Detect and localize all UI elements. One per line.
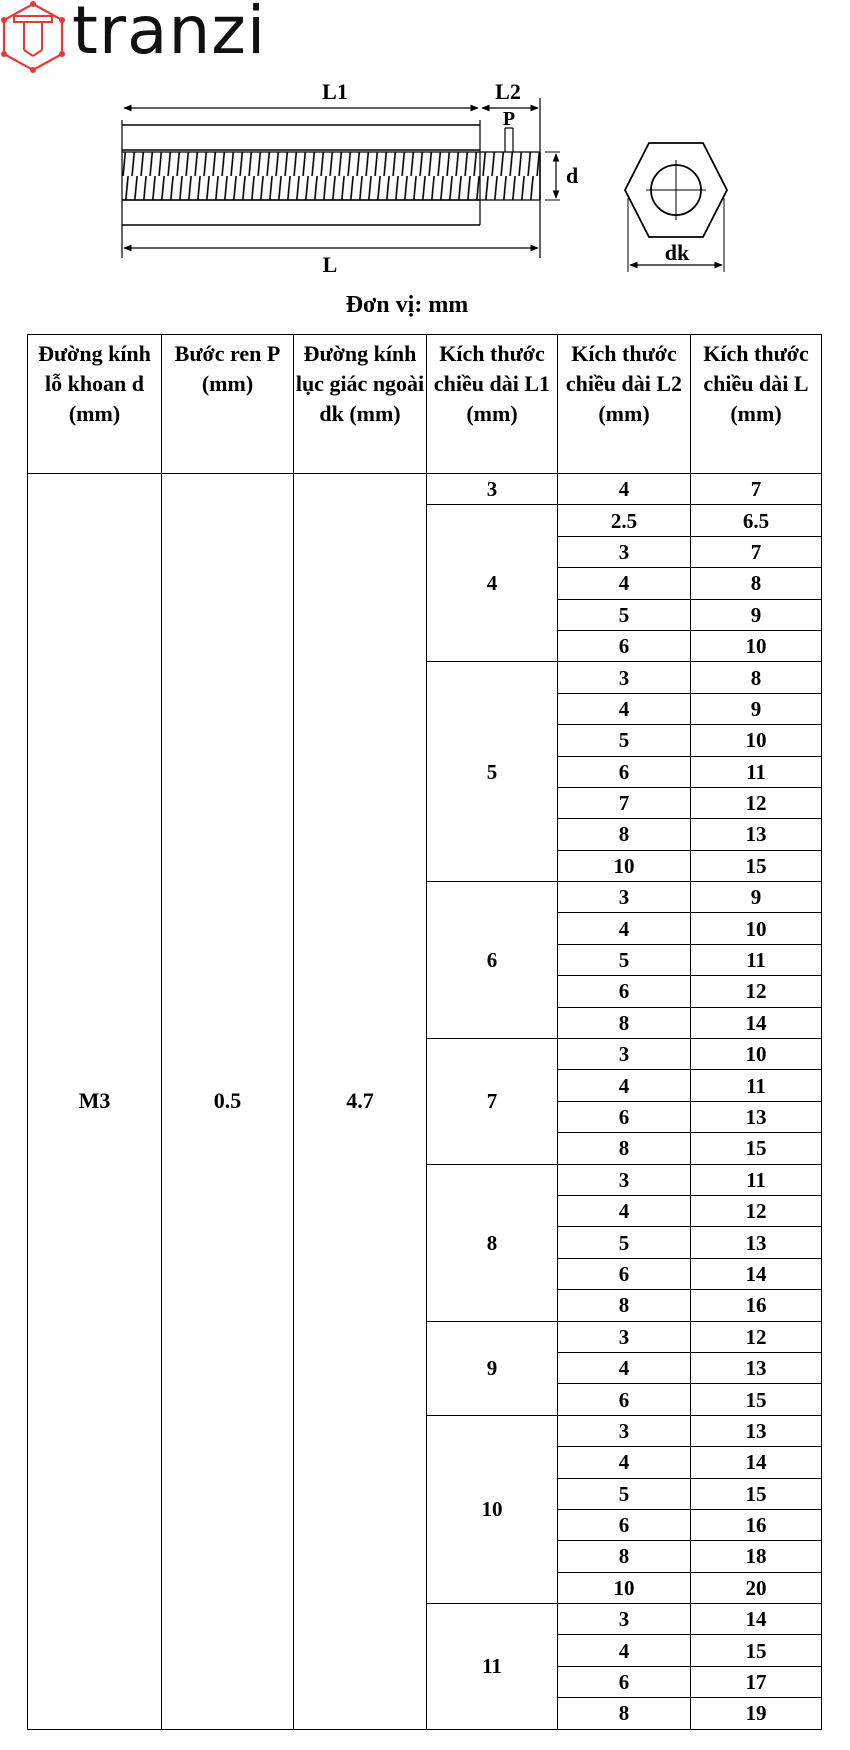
cell-l: 15: [691, 1478, 822, 1509]
cell-l2: 8: [558, 1007, 691, 1038]
cell-l2: 5: [558, 725, 691, 756]
cell-l: 12: [691, 976, 822, 1007]
cell-l2: 5: [558, 1478, 691, 1509]
cell-d: M3: [28, 474, 162, 1730]
cell-l2: 6: [558, 1384, 691, 1415]
cell-l: 16: [691, 1509, 822, 1540]
cell-l2: 4: [558, 568, 691, 599]
brand-logo-icon: [0, 0, 72, 80]
cell-l2: 4: [558, 1195, 691, 1226]
cell-p: 0.5: [162, 474, 294, 1730]
cell-l2: 8: [558, 1541, 691, 1572]
cell-l: 13: [691, 1352, 822, 1383]
cell-l: 15: [691, 1133, 822, 1164]
cell-l: 13: [691, 819, 822, 850]
cell-l1: 11: [427, 1604, 558, 1730]
cell-l: 7: [691, 474, 822, 505]
cell-l2: 6: [558, 1666, 691, 1697]
cell-l: 20: [691, 1572, 822, 1603]
cell-l1: 5: [427, 662, 558, 882]
cell-l2: 7: [558, 787, 691, 818]
label-L2: L2: [495, 80, 521, 104]
cell-l: 14: [691, 1258, 822, 1289]
table-header-row: [28, 335, 822, 474]
header-dk: Đường kính lục giác ngoài dk (mm): [294, 335, 427, 474]
unit-label: Đơn vị: mm: [345, 292, 469, 318]
cell-l2: 4: [558, 1635, 691, 1666]
cell-l2: 6: [558, 1101, 691, 1132]
label-L1: L1: [322, 80, 348, 104]
spec-table: [27, 334, 822, 1730]
spacer-diagram: [0, 80, 850, 290]
header-d: Đường kính lỗ khoan d (mm): [28, 335, 162, 474]
cell-l2: 8: [558, 1290, 691, 1321]
cell-l: 13: [691, 1101, 822, 1132]
cell-l2: 10: [558, 1572, 691, 1603]
label-d: d: [566, 163, 579, 188]
cell-l: 15: [691, 850, 822, 881]
cell-l: 9: [691, 882, 822, 913]
cell-l: 10: [691, 630, 822, 661]
cell-l2: 3: [558, 536, 691, 567]
cell-l: 13: [691, 1415, 822, 1446]
cell-l2: 3: [558, 1415, 691, 1446]
cell-l2: 8: [558, 1133, 691, 1164]
cell-l1: 3: [427, 474, 558, 505]
cell-l: 6.5: [691, 505, 822, 536]
cell-l: 13: [691, 1227, 822, 1258]
cell-l1: 7: [427, 1039, 558, 1165]
cell-l: 15: [691, 1635, 822, 1666]
cell-l: 12: [691, 1321, 822, 1352]
cell-l: 14: [691, 1447, 822, 1478]
cell-l: 12: [691, 787, 822, 818]
cell-l2: 3: [558, 1164, 691, 1195]
cell-l1: 10: [427, 1415, 558, 1603]
header-p: Bước ren P (mm): [162, 335, 294, 474]
cell-l2: 3: [558, 882, 691, 913]
label-dk: dk: [664, 240, 690, 265]
cell-l1: 6: [427, 882, 558, 1039]
table-body: [28, 474, 822, 1730]
cell-l: 8: [691, 568, 822, 599]
cell-l: 14: [691, 1604, 822, 1635]
cell-l1: 8: [427, 1164, 558, 1321]
cell-l2: 2.5: [558, 505, 691, 536]
brand-logo: [0, 0, 270, 80]
cell-l1: 4: [427, 505, 558, 662]
cell-l2: 4: [558, 693, 691, 724]
cell-l: 10: [691, 725, 822, 756]
cell-l2: 6: [558, 1509, 691, 1540]
cell-l: 19: [691, 1698, 822, 1729]
table-row: [28, 474, 822, 505]
header-l: Kích thước chiều dài L (mm): [691, 335, 822, 474]
cell-l: 9: [691, 693, 822, 724]
cell-l2: 4: [558, 913, 691, 944]
cell-l2: 3: [558, 1604, 691, 1635]
cell-l: 10: [691, 1039, 822, 1070]
cell-l: 15: [691, 1384, 822, 1415]
cell-l: 14: [691, 1007, 822, 1038]
spacer-side-view: [122, 98, 540, 258]
cell-l: 11: [691, 1164, 822, 1195]
cell-l: 7: [691, 536, 822, 567]
header-l1: Kích thước chiều dài L1 (mm): [427, 335, 558, 474]
cell-l2: 3: [558, 662, 691, 693]
cell-l: 9: [691, 599, 822, 630]
cell-l2: 6: [558, 1258, 691, 1289]
brand-name: tranzi: [72, 0, 267, 69]
cell-l2: 10: [558, 850, 691, 881]
cell-l2: 5: [558, 1227, 691, 1258]
cell-l: 12: [691, 1195, 822, 1226]
cell-l2: 4: [558, 1352, 691, 1383]
cell-l2: 5: [558, 599, 691, 630]
cell-l2: 8: [558, 1698, 691, 1729]
cell-l2: 8: [558, 819, 691, 850]
cell-l: 8: [691, 662, 822, 693]
cell-l2: 5: [558, 944, 691, 975]
cell-l1: 9: [427, 1321, 558, 1415]
header-l2: Kích thước chiều dài L2 (mm): [558, 335, 691, 474]
label-P: P: [502, 108, 516, 130]
cell-l2: 4: [558, 474, 691, 505]
cell-l: 11: [691, 944, 822, 975]
cell-l2: 6: [558, 976, 691, 1007]
cell-l2: 4: [558, 1447, 691, 1478]
cell-l2: 6: [558, 630, 691, 661]
cell-l: 18: [691, 1541, 822, 1572]
cell-l: 11: [691, 1070, 822, 1101]
cell-l2: 6: [558, 756, 691, 787]
cell-l2: 4: [558, 1070, 691, 1101]
cell-l: 10: [691, 913, 822, 944]
cell-dk: 4.7: [294, 474, 427, 1730]
cell-l: 11: [691, 756, 822, 787]
cell-l: 16: [691, 1290, 822, 1321]
cell-l: 17: [691, 1666, 822, 1697]
label-L: L: [322, 252, 338, 277]
cell-l2: 3: [558, 1039, 691, 1070]
cell-l2: 3: [558, 1321, 691, 1352]
